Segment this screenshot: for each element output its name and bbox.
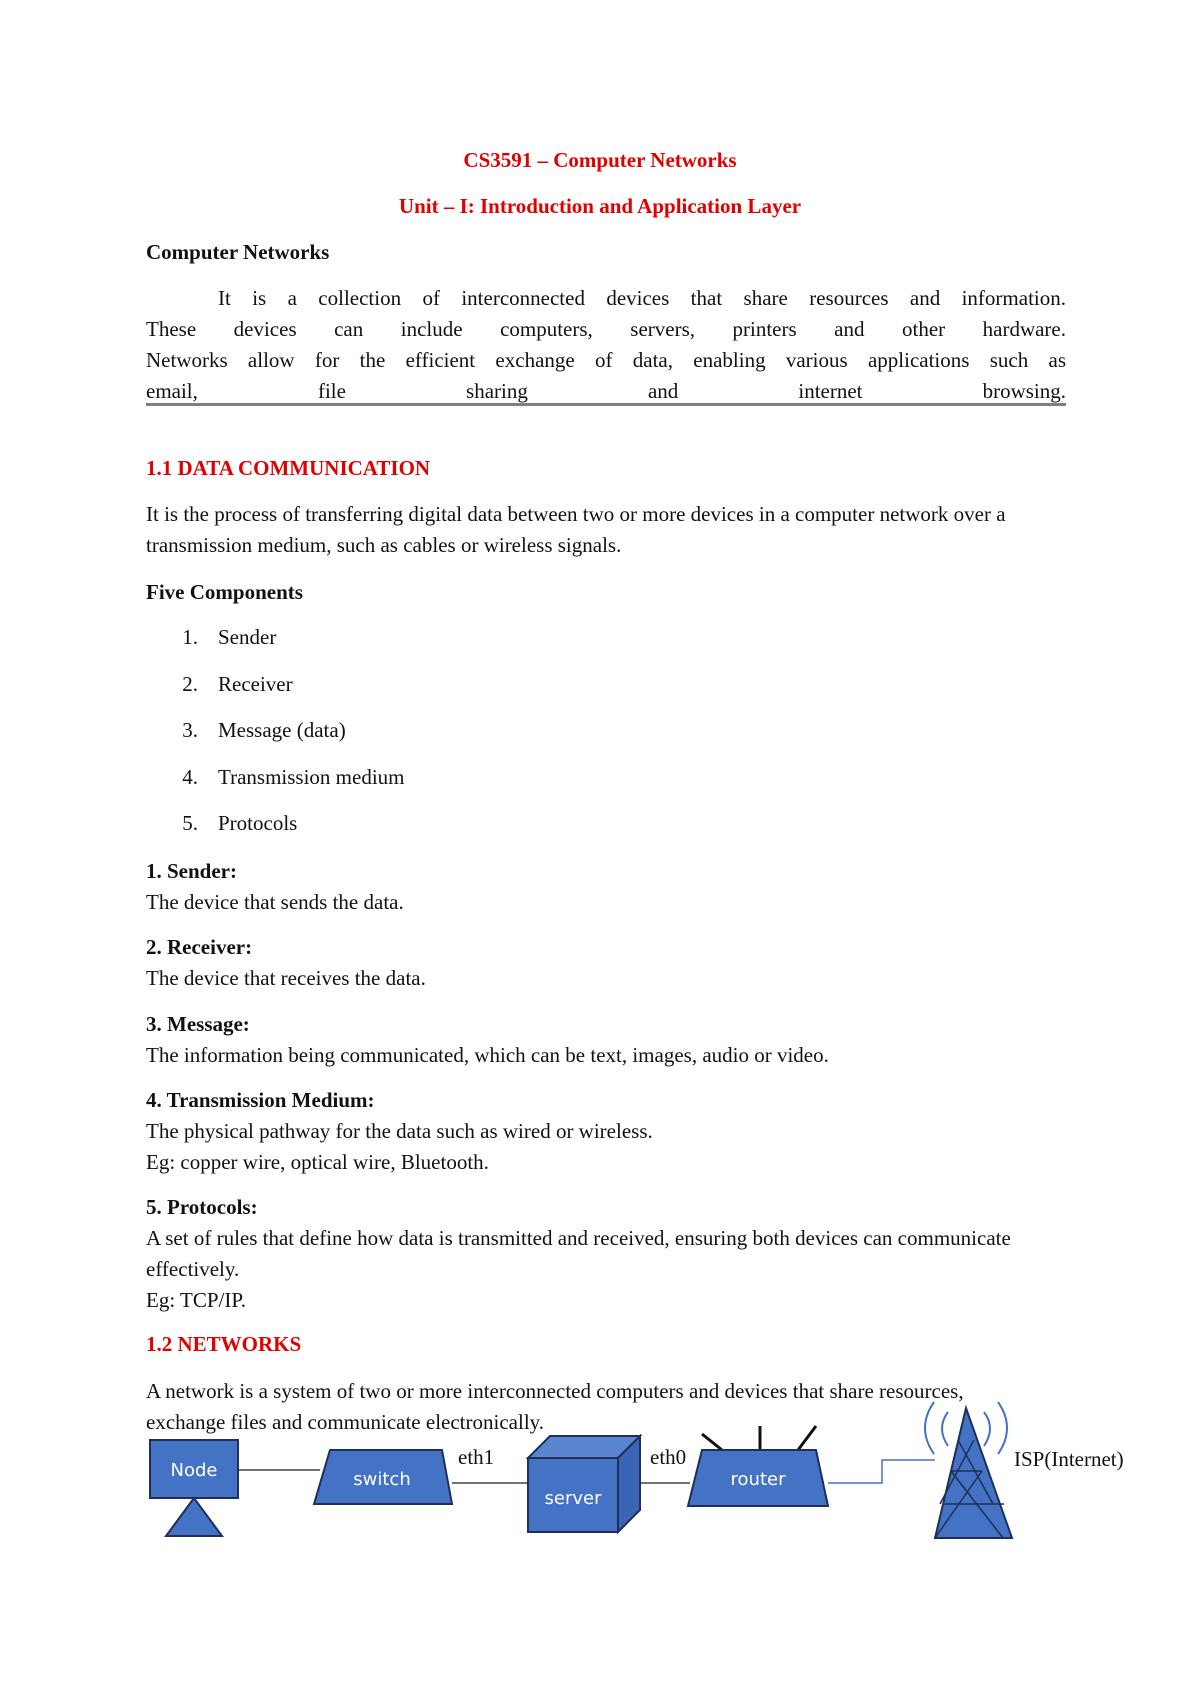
intro-line-4: email, file sharing and internet browsing. [146, 379, 1066, 403]
definition-block [146, 1192, 1066, 1316]
definition-text: Eg: TCP/IP. [146, 1288, 246, 1312]
definition-text: The physical pathway for the data such as wired or wireless. [146, 1119, 653, 1143]
intro-paragraph [146, 283, 1066, 407]
section-2-heading: 1.2 NETWORKS [146, 1332, 302, 1356]
component-list-item [146, 762, 405, 793]
horizontal-rule [146, 403, 1066, 406]
eth0-label: eth0 [650, 1445, 687, 1469]
switch-icon [314, 1450, 452, 1504]
list-number: 3. [182, 718, 198, 742]
antenna-right [798, 1426, 816, 1450]
eth1-label: eth1 [458, 1445, 495, 1469]
list-label: Receiver [218, 671, 293, 696]
definition-text: The information being communicated, which can be text, images, audio or video. [146, 1043, 829, 1067]
intro-line-2: These devices can include computers, servers, printers and other hardware. [146, 317, 1066, 341]
list-label: Protocols [218, 811, 298, 835]
components-heading: Five Components [146, 580, 303, 604]
definition-block [146, 1009, 1066, 1071]
definition-block [146, 1085, 1066, 1178]
definition-title: 2. Receiver: [146, 935, 253, 959]
isp-label: ISP(Internet) [1014, 1447, 1124, 1471]
section-1-heading: 1.1 DATA COMMUNICATION [146, 456, 431, 480]
router-icon [688, 1426, 828, 1506]
definition-title: 4. Transmission Medium: [146, 1088, 375, 1112]
course-title: CS3591 – Computer Networks [463, 148, 737, 172]
router-label: router [730, 1469, 786, 1490]
signal-wave-right-outer [998, 1402, 1007, 1454]
definition-text: Eg: copper wire, optical wire, Bluetooth. [146, 1150, 489, 1174]
list-number: 2. [182, 671, 198, 696]
list-number: 5. [182, 811, 198, 835]
intro-heading: Computer Networks [146, 240, 330, 264]
component-list-item [146, 715, 346, 746]
definition-title: 5. Protocols: [146, 1195, 258, 1219]
intro-line-1: It is a collection of interconnected devices that share resources and information. [218, 286, 1066, 310]
list-number: 1. [182, 625, 198, 649]
switch-label: switch [353, 1469, 411, 1490]
unit-title: Unit – I: Introduction and Application Layer [398, 194, 802, 218]
section-2-paragraph: A network is a system of two or more interconnected computers and devices that share resources, exchange files and communicate electronically. [146, 1379, 964, 1434]
component-list-item [146, 669, 293, 700]
component-list-item [146, 808, 297, 839]
node-label: Node [170, 1460, 218, 1481]
definition-text: The device that receives the data. [146, 966, 426, 990]
signal-wave-left-inner [942, 1412, 948, 1446]
definition-title: 3. Message: [146, 1012, 250, 1036]
list-label: Sender [218, 625, 277, 649]
link-router-tower [828, 1460, 935, 1483]
list-number: 4. [182, 764, 198, 789]
intro-line-3: Networks allow for the efficient exchange of data, enabling various applications such as [146, 348, 1066, 372]
server-label: server [544, 1488, 602, 1509]
network-diagram [0, 1380, 1200, 1570]
list-label: Transmission medium [218, 764, 405, 789]
list-label: Message (data) [218, 718, 346, 742]
definition-text: The device that sends the data. [146, 890, 404, 914]
signal-wave-right-inner [984, 1412, 990, 1446]
server-icon [528, 1436, 640, 1532]
tower-icon [925, 1402, 1012, 1538]
section-1-paragraph: It is the process of transferring digital data between two or more devices in a computer network over a transmission medium, such as cables or wireless signals. [146, 502, 1006, 557]
node-icon [150, 1440, 238, 1536]
component-list-item [146, 622, 276, 653]
antenna-left [702, 1434, 722, 1450]
definition-block [146, 932, 1066, 994]
definition-title: 1. Sender: [146, 859, 237, 883]
definition-block [146, 856, 1066, 918]
definition-text: A set of rules that define how data is transmitted and received, ensuring both devices can communicate effectively. [146, 1226, 1011, 1281]
signal-wave-left-outer [925, 1402, 934, 1454]
